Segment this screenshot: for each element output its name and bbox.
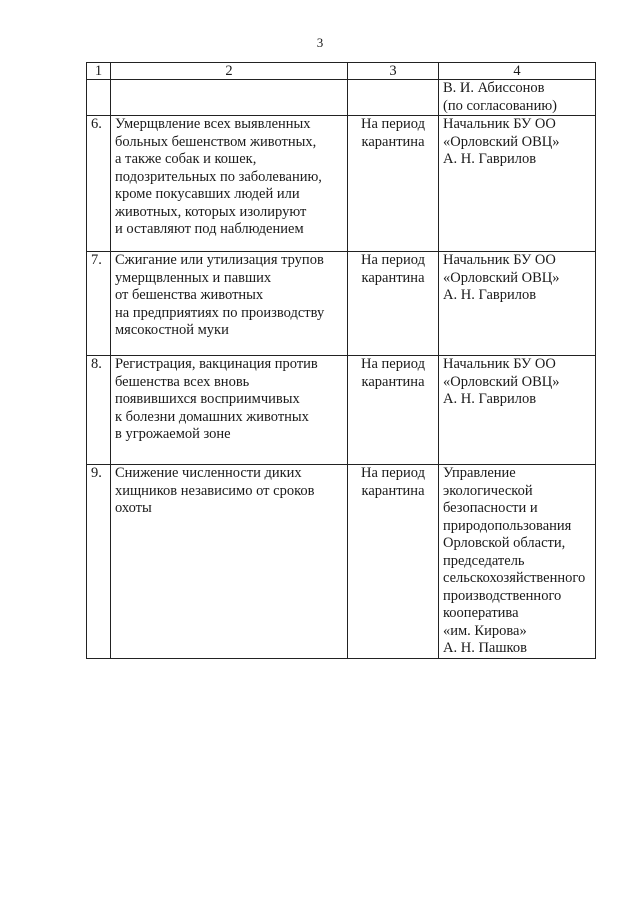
table-row [87, 116, 596, 252]
measure-cell [111, 356, 348, 465]
measure-line: в угрожаемой зоне [115, 426, 231, 442]
column-header-3: 3 [348, 63, 439, 80]
responsible-line: кооператива [443, 605, 519, 621]
responsible-line: Начальник БУ ОО [443, 252, 556, 268]
responsible-line: «Орловский ОВЦ» [443, 269, 560, 286]
measure-line: к болезни домашних животных [115, 408, 309, 425]
term-line: карантина [361, 269, 425, 286]
measure-line: и оставляют под наблюдением [115, 221, 304, 237]
measures-table [86, 62, 596, 659]
responsible-cell [439, 356, 596, 465]
table-row [87, 356, 596, 465]
term-line: карантина [361, 482, 425, 499]
measure-cell [111, 465, 348, 659]
responsible-line: «Орловский ОВЦ» [443, 133, 560, 150]
responsible-line: безопасности и [443, 500, 538, 516]
measure-line: мясокостной муки [115, 322, 229, 338]
row-number: 9. [87, 465, 111, 659]
measure-line: умерщвленных и павших [115, 269, 272, 286]
measure-line: охоты [115, 500, 152, 516]
responsible-line: А. Н. Гаврилов [443, 287, 537, 303]
measure-line: на предприятиях по производству [115, 304, 325, 321]
term-line: карантина [361, 373, 425, 390]
term-line: На период [361, 356, 425, 372]
responsible-line: «Орловский ОВЦ» [443, 373, 560, 390]
term-line: На период [361, 116, 425, 132]
table-header-row [87, 63, 596, 80]
responsible-line: А. Н. Гаврилов [443, 391, 537, 407]
term-line: карантина [361, 133, 425, 150]
column-header-2: 2 [111, 63, 348, 80]
responsible-line: «им. Кирова» [443, 622, 527, 639]
measure-line: Умерщвление всех выявленных [115, 116, 311, 132]
term-cell [348, 80, 439, 116]
responsible-line: Управление [443, 465, 516, 481]
responsible-line: (по согласованию) [443, 97, 557, 114]
table-row [87, 80, 596, 116]
row-number [87, 80, 111, 116]
measure-line: от бешенства животных [115, 287, 264, 303]
measure-line: появившихся восприимчивых [115, 391, 300, 407]
row-number: 8. [87, 356, 111, 465]
responsible-line: Начальник БУ ОО [443, 116, 556, 132]
term-line: На период [361, 465, 425, 481]
term-cell [348, 252, 439, 356]
term-cell [348, 356, 439, 465]
measure-line: больных бешенством животных, [115, 133, 317, 150]
term-cell [348, 465, 439, 659]
responsible-line: Начальник БУ ОО [443, 356, 556, 372]
measure-line: Сжигание или утилизация трупов [115, 252, 324, 268]
responsible-line: В. И. Абиссонов [443, 80, 545, 96]
responsible-cell [439, 252, 596, 356]
measure-cell [111, 252, 348, 356]
responsible-cell [439, 465, 596, 659]
responsible-line: А. Н. Пашков [443, 640, 527, 656]
responsible-line: экологической [443, 482, 533, 499]
table-row [87, 465, 596, 659]
responsible-cell [439, 116, 596, 252]
term-cell [348, 116, 439, 252]
measure-line: животных, которых изолируют [115, 203, 307, 220]
table-row [87, 252, 596, 356]
row-number: 6. [87, 116, 111, 252]
responsible-line: председатель [443, 552, 525, 569]
responsible-line: А. Н. Гаврилов [443, 151, 537, 167]
column-header-4: 4 [439, 63, 596, 80]
measure-line: Регистрация, вакцинация против [115, 356, 318, 372]
term-line: На период [361, 252, 425, 268]
responsible-line: природопользования [443, 517, 572, 534]
row-number: 7. [87, 252, 111, 356]
measure-line: подозрительных по заболеванию, [115, 168, 322, 185]
measure-line: а также собак и кошек, [115, 151, 257, 167]
responsible-line: сельскохозяйственного [443, 570, 586, 586]
column-header-1: 1 [87, 63, 111, 80]
measure-line: кроме покусавших людей или [115, 186, 300, 202]
responsible-cell [439, 80, 596, 116]
measure-line: бешенства всех вновь [115, 373, 250, 390]
measure-cell [111, 80, 348, 116]
responsible-line: Орловской области, [443, 535, 566, 551]
measure-line: хищников независимо от сроков [115, 482, 315, 499]
measure-line: Снижение численности диких [115, 465, 302, 481]
page-number: 3 [316, 35, 324, 50]
measure-cell [111, 116, 348, 252]
responsible-line: производственного [443, 587, 562, 604]
